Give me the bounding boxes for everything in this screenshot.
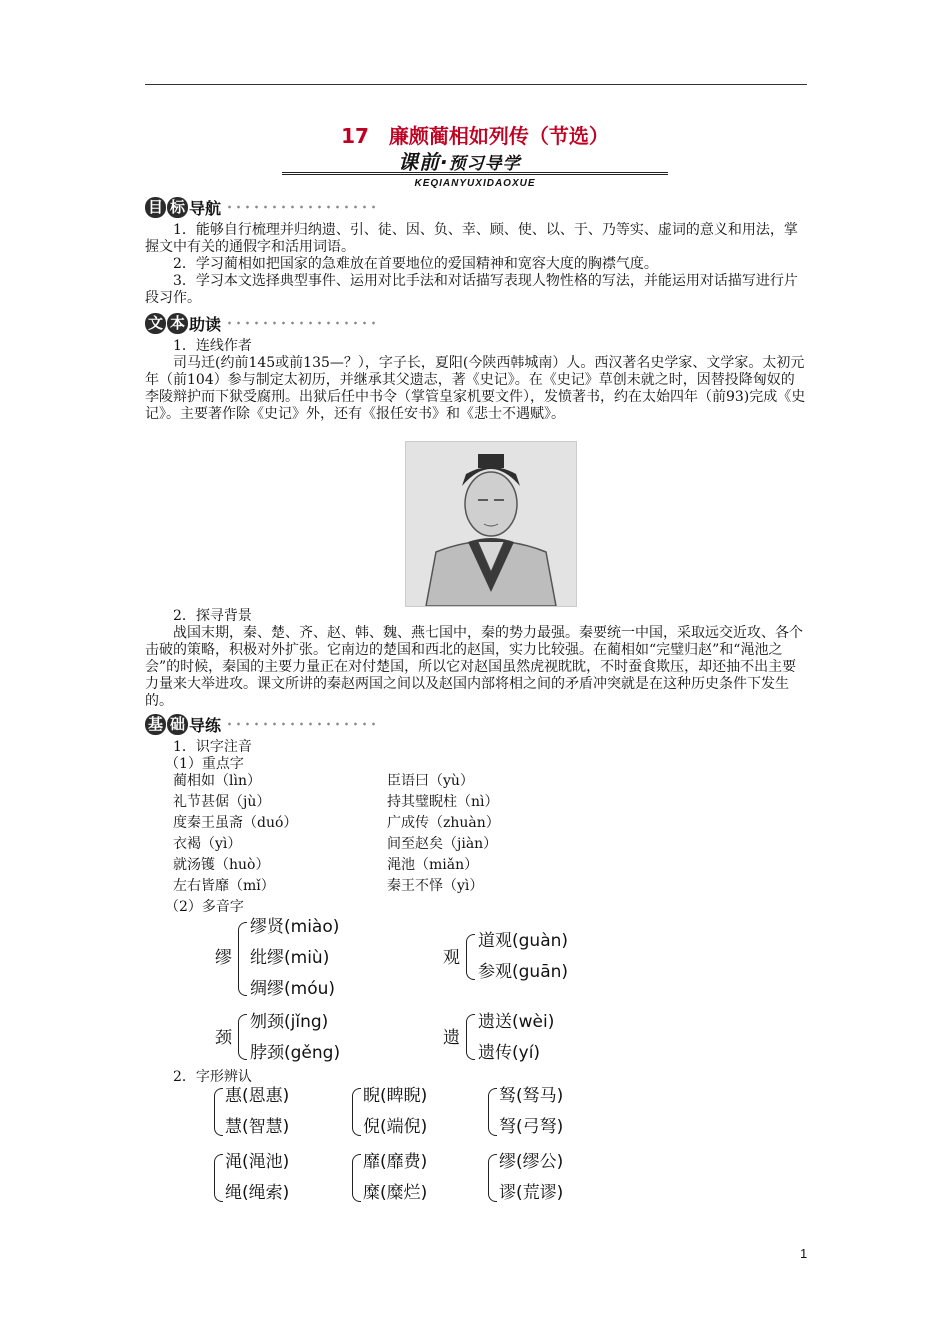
brace (466, 934, 475, 980)
list-item: 遗传(yí) (478, 1043, 541, 1063)
background-paragraph: 战国末期，秦、楚、齐、赵、韩、魏、燕七国中，秦的势力最强。秦要统一中国，采取远交近攻、各个击破的策略，积极对外扩张。它南边的楚国和西北的赵国，实力比较强。在蔺相如“完璧归赵”和“渑池之会”的时候，秦国的主要力量正在对付楚国，所以它对赵国虽然虎视眈眈，不时蚕食欺压，却还抽不出主要力量来大举进攻。课文所讲的秦赵两国之间以及赵国内部将相之间的矛盾冲突就是在这种历史条件下发生的。 (145, 625, 803, 709)
dotted-leader (225, 203, 375, 211)
list-item: 缪(缪公) (499, 1152, 564, 1172)
list-item: 臣语曰（yù） (387, 773, 474, 789)
brace (488, 1154, 497, 1202)
poly-list (250, 912, 339, 1005)
goal-3: 3．学习本文选择典型事件、运用对比手法和对话描写表现人物性格的写法，并能运用对话描写进行片段习作。 (145, 273, 798, 306)
list-item: 惠(恩惠) (225, 1086, 290, 1106)
portrait-image (405, 441, 577, 607)
subheading-char-shapes: 2．字形辨认 (173, 1069, 252, 1085)
banner-rule (282, 172, 668, 175)
goal-1: 1．能够自行梳理并归纳遗、引、徒、因、负、幸、顾、使、以、于、乃等实、虚词的意义和用法，掌握文中有关的通假字和活用词语。 (145, 222, 798, 255)
brace (214, 1154, 223, 1202)
subheading-pronunciation: 1．识字注音 (173, 739, 252, 755)
list-item: 慧(智慧) (225, 1117, 290, 1137)
brace (466, 1014, 475, 1060)
heading-chip: 文 (145, 313, 166, 334)
list-item: 糜(糜烂) (363, 1183, 428, 1203)
list-item: 蔺相如（lìn） (173, 773, 261, 789)
list-item: 广成传（zhuàn） (387, 815, 500, 831)
brace (238, 1014, 247, 1060)
list-item: 渑(渑池) (225, 1152, 290, 1172)
list-item: 道观(guàn) (478, 931, 569, 951)
heading-text: 助读 (189, 314, 222, 334)
list-item: 驽(驽马) (499, 1086, 564, 1106)
banner-pinyin: KEQIANYUXIDAOXUE (414, 178, 536, 189)
page-number: 1 (800, 1246, 808, 1261)
brace (488, 1088, 497, 1136)
list-item: 度秦王虽斋（duó） (173, 815, 298, 831)
shape-group (225, 1147, 289, 1209)
key-chars-right (387, 771, 500, 897)
poly-list (478, 1007, 554, 1069)
heading-text: 导练 (189, 715, 222, 735)
list-item: 左右皆靡（mǐ） (173, 878, 275, 894)
shape-group (499, 1147, 563, 1209)
key-chars-left (173, 771, 297, 897)
list-item: 参观(guān) (478, 962, 569, 982)
author-paragraph: 司马迁(约前145或前135—？），字子长，夏阳(今陕西韩城南）人。西汉著名史学家、文学家。太初元年（前104）参与制定太初历，并继承其父遗志，著《史记》。在《史记》草创未就之时，因替投降匈奴的李陵辩护而下狱受腐刑。出狱后任中书令（掌管皇家机要文件），发愤著书，约在太始四年（前93)完成《史记》。主要著作除《史记》外，还有《报任安书》和《悲士不遇赋》。 (145, 355, 806, 422)
section-heading-practice (145, 713, 375, 735)
subheading-key-chars: （1）重点字 (165, 756, 244, 772)
list-item: 脖颈(gěng) (250, 1043, 341, 1063)
poly-list (478, 926, 568, 988)
shape-group (499, 1081, 563, 1143)
list-item: 绸缪(móu) (250, 979, 335, 999)
dotted-leader (225, 720, 375, 728)
list-item: 渑池（miǎn） (387, 857, 479, 873)
list-item: 就汤镬（huò） (173, 857, 270, 873)
list-item: 弩(弓弩) (499, 1117, 564, 1137)
subheading-author: 1．连线作者 (173, 338, 252, 354)
section-heading-reading (145, 312, 375, 334)
section-heading-goals (145, 196, 375, 218)
brace (352, 1088, 361, 1136)
page-title: 17 廉颇蔺相如列传（节选） (341, 124, 609, 148)
section-banner (398, 146, 521, 175)
subheading-background: 2．探寻背景 (173, 608, 252, 624)
goal-2: 2．学习蔺相如把国家的急难放在首要地位的爱国精神和宽容大度的胸襟气度。 (173, 256, 658, 272)
brace (238, 922, 247, 996)
subheading-polyphones: （2）多音字 (165, 899, 244, 915)
shape-group (225, 1081, 289, 1143)
list-item: 绳(绳索) (225, 1183, 290, 1203)
list-item: 谬(荒谬) (499, 1183, 564, 1203)
banner-sep: · (440, 150, 449, 174)
list-item: 持其璧睨柱（nì） (387, 794, 499, 810)
list-item: 睨(睥睨) (363, 1086, 428, 1106)
list-item: 纰缪(miù) (250, 948, 330, 968)
dotted-leader (225, 319, 375, 327)
heading-chip: 本 (167, 313, 188, 334)
header-rule (145, 84, 807, 85)
banner-sub: 预习导学 (448, 154, 521, 174)
list-item: 缪贤(miào) (250, 917, 340, 937)
heading-chip: 础 (167, 714, 188, 735)
shape-group (363, 1081, 427, 1143)
brace (352, 1154, 361, 1202)
heading-chip: 标 (167, 197, 188, 218)
poly-char: 颈 (215, 1028, 232, 1048)
poly-char: 遗 (443, 1028, 460, 1048)
shape-group (363, 1147, 427, 1209)
list-item: 衣褐（yì） (173, 836, 242, 852)
poly-char: 观 (443, 948, 460, 968)
list-item: 刎颈(jǐng) (250, 1012, 329, 1032)
list-item: 倪(端倪) (363, 1117, 428, 1137)
heading-chip: 目 (145, 197, 166, 218)
list-item: 礼节甚倨（jù） (173, 794, 271, 810)
poly-list (250, 1007, 340, 1069)
heading-chip: 基 (145, 714, 166, 735)
list-item: 遗送(wèi) (478, 1012, 555, 1032)
list-item: 靡(靡费) (363, 1152, 428, 1172)
heading-text: 导航 (189, 198, 222, 218)
poly-char: 缪 (215, 948, 232, 968)
brace (214, 1088, 223, 1136)
banner-main: 课前 (398, 150, 440, 174)
list-item: 秦王不怿（yì） (387, 878, 484, 894)
list-item: 间至赵矣（jiàn） (387, 836, 498, 852)
